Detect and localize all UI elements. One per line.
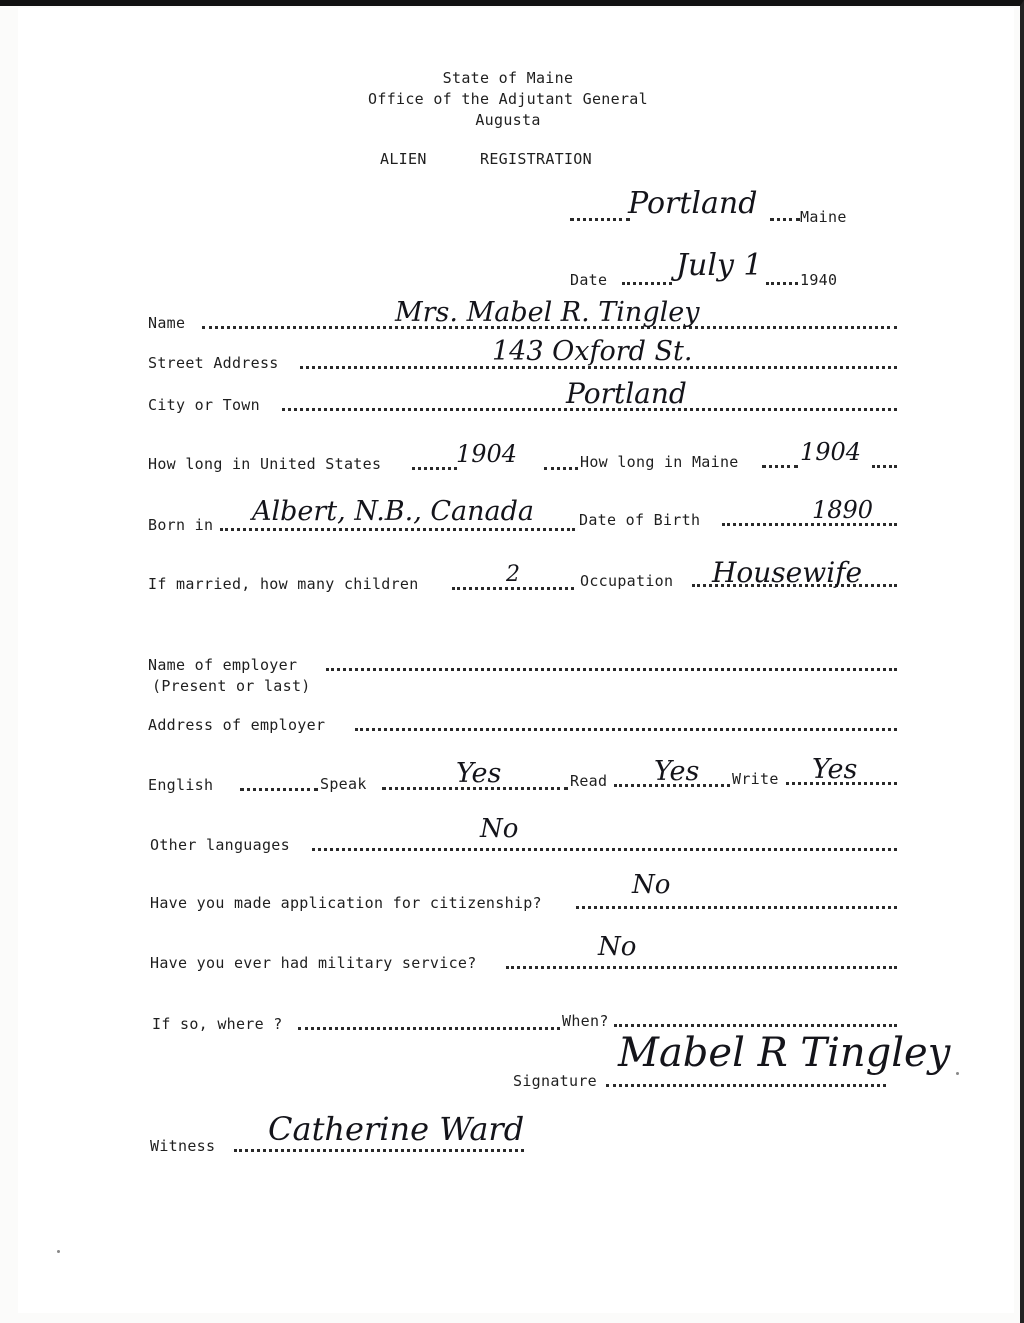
citizenship-value: No xyxy=(632,870,671,900)
place-dots-right xyxy=(770,218,800,221)
occupation-value: Housewife xyxy=(712,556,863,589)
other-languages-label: Other languages xyxy=(150,836,290,854)
english-label: English xyxy=(148,776,214,794)
speak-label: Speak xyxy=(320,775,367,793)
header-office: Office of the Adjutant General xyxy=(368,90,648,108)
when-label: When? xyxy=(562,1012,609,1030)
name-label: Name xyxy=(148,314,186,332)
witness-dots xyxy=(234,1149,524,1152)
citizenship-dots xyxy=(576,906,897,909)
date-year: 1940 xyxy=(800,271,838,289)
occupation-label: Occupation xyxy=(580,572,674,590)
read-value: Yes xyxy=(654,756,700,787)
signature-label: Signature xyxy=(513,1072,597,1090)
born-dots xyxy=(220,528,575,531)
children-label: If married, how many children xyxy=(148,575,419,593)
signature-dots xyxy=(606,1084,886,1087)
children-value: 2 xyxy=(506,562,520,587)
header-city: Augusta xyxy=(475,111,541,129)
employer-dots xyxy=(326,668,897,671)
where-label: If so, where ? xyxy=(152,1015,283,1033)
other-languages-value: No xyxy=(480,814,519,844)
date-dots-left xyxy=(622,282,672,285)
maine-value: 1904 xyxy=(800,438,862,466)
english-dots xyxy=(240,788,318,791)
us-label: How long in United States xyxy=(148,455,382,473)
us-dots-right xyxy=(544,467,578,470)
dob-value: 1890 xyxy=(812,496,874,524)
write-value: Yes xyxy=(812,754,858,785)
date-dots-right xyxy=(766,282,798,285)
header-state: State of Maine xyxy=(442,69,574,87)
maine-dots-right xyxy=(872,465,897,468)
maine-label: How long in Maine xyxy=(580,453,739,471)
street-value: 143 Oxford St. xyxy=(492,336,693,367)
witness-value: Catherine Ward xyxy=(268,1110,525,1148)
military-label: Have you ever had military service? xyxy=(150,954,477,972)
witness-label: Witness xyxy=(150,1137,216,1155)
city-value: Portland xyxy=(566,377,687,410)
employer-address-label: Address of employer xyxy=(148,716,326,734)
place-suffix: Maine xyxy=(800,208,847,226)
speak-value: Yes xyxy=(456,758,502,789)
place-value: Portland xyxy=(628,186,758,221)
born-label: Born in xyxy=(148,516,214,534)
when-dots xyxy=(614,1024,897,1027)
write-label: Write xyxy=(732,770,779,788)
city-label: City or Town xyxy=(148,396,260,414)
citizenship-label: Have you made application for citizenship? xyxy=(150,894,542,912)
place-dots-left xyxy=(570,218,630,221)
where-dots xyxy=(298,1027,560,1030)
scan-speck xyxy=(956,1072,959,1075)
born-value: Albert, N.B., Canada xyxy=(252,496,535,527)
street-label: Street Address xyxy=(148,354,279,372)
date-label: Date xyxy=(570,271,608,289)
us-value: 1904 xyxy=(456,440,518,468)
other-languages-dots xyxy=(312,848,897,851)
military-dots xyxy=(506,966,897,969)
maine-dots-left xyxy=(762,465,798,468)
employer-address-dots xyxy=(355,728,897,731)
scan-speck xyxy=(57,1250,60,1253)
name-value: Mrs. Mabel R. Tingley xyxy=(395,297,700,328)
employer-label: Name of employer xyxy=(148,656,298,674)
read-label: Read xyxy=(570,772,608,790)
us-dots-left xyxy=(412,467,457,470)
military-value: No xyxy=(598,932,637,962)
employer-sublabel: (Present or last) xyxy=(152,677,311,695)
children-dots xyxy=(452,587,574,590)
title-registration: REGISTRATION xyxy=(480,150,592,168)
signature-value: Mabel R Tingley xyxy=(618,1030,951,1076)
title-alien: ALIEN xyxy=(380,150,427,168)
dob-label: Date of Birth xyxy=(579,511,701,529)
date-value: July 1 xyxy=(676,248,763,283)
